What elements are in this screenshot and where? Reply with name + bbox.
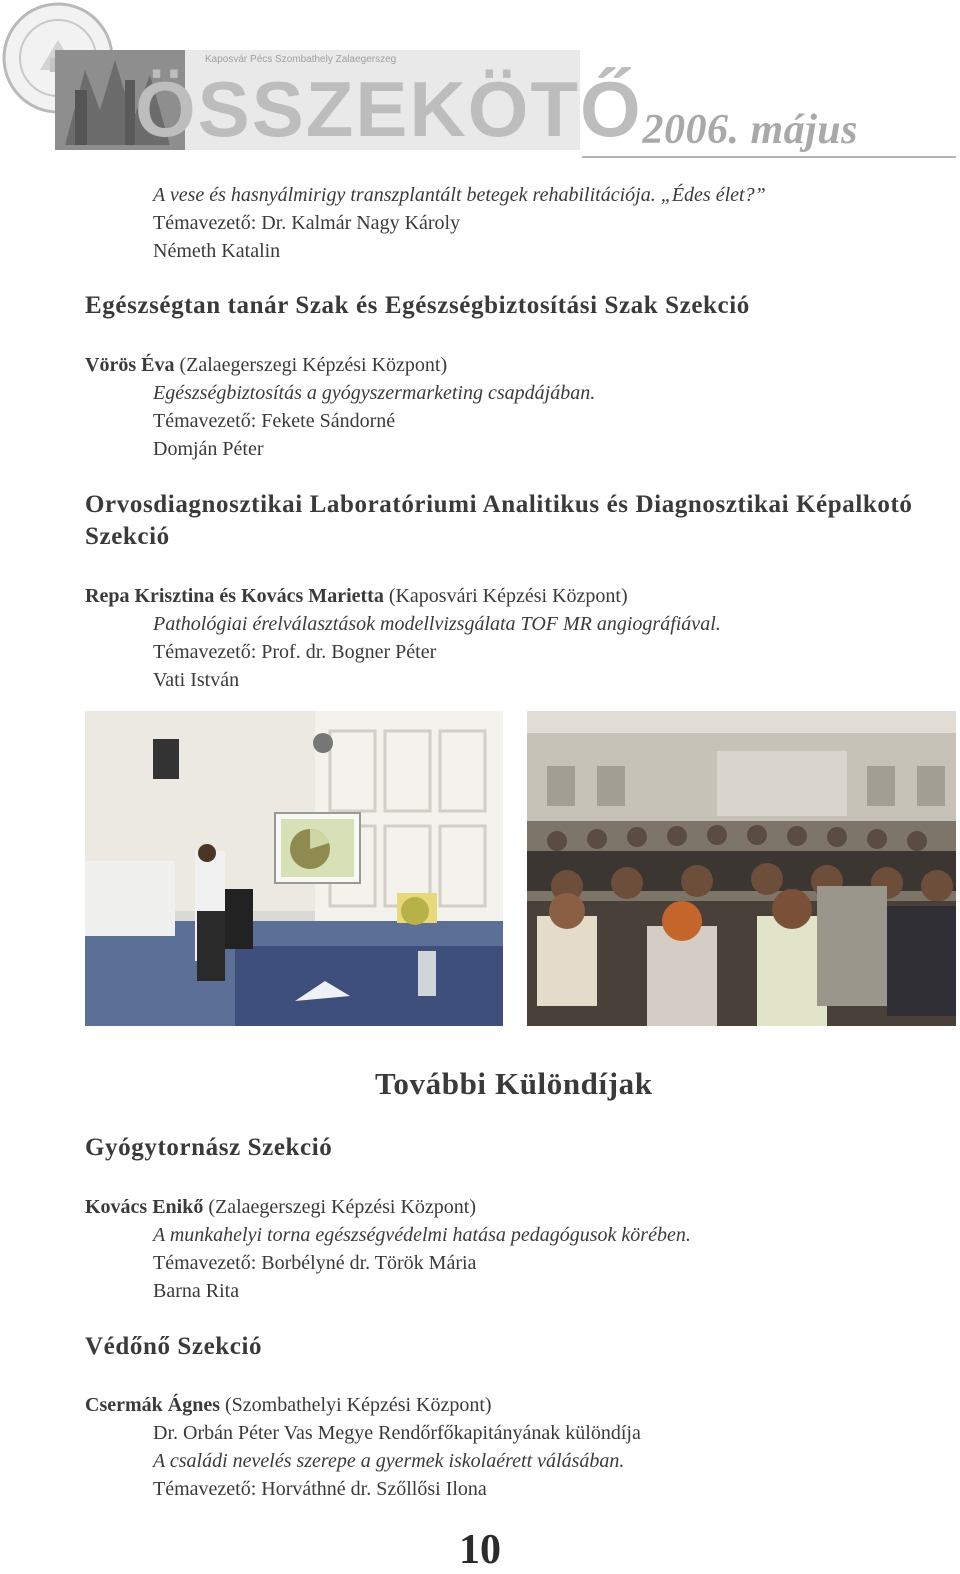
winner-line [85,1391,492,1419]
header-rule [582,156,956,158]
entry-supervisor: Témavezető: Prof. dr. Bogner Péter [153,641,437,663]
section-heading: Gyógytornász Szekció [85,1134,333,1161]
entry-supervisor: Témavezető: Dr. Kalmár Nagy Károly [153,212,461,234]
svg-text:Kaposvár Pécs Szombathely Zala: Kaposvár Pécs Szombathely Zalaegerszeg [205,54,397,65]
award-name: Dr. Orbán Péter Vas Megye Rendőrfőkapitányának különdíja [153,1422,641,1444]
winner-line [85,351,447,379]
entry-author: Domján Péter [153,438,264,460]
section-heading: Védőnő Szekció [85,1333,263,1360]
svg-text:ÖSSZEKÖTŐ: ÖSSZEKÖTŐ [135,65,643,153]
section-heading: Egészségtan tanár Szak és Egészségbiztosítási Szak Szekció [85,292,750,319]
winner-line [85,1193,476,1221]
special-awards-heading: További Különdíjak [375,1066,653,1101]
entry-author: Barna Rita [153,1280,240,1302]
entry-author: Németh Katalin [153,240,281,262]
section-heading-line2: Szekció [85,523,170,550]
entry-title: A családi nevelés szerepe a gyermek iskolaérett válásában. [153,1450,625,1472]
entry-title: Pathológiai érelválasztások modellvizsgálata TOF MR angiográfiával. [153,613,721,635]
entry-title: A munkahelyi torna egészségvédelmi hatása pedagógusok körében. [153,1224,691,1246]
winner-name: Repa Krisztina és Kovács Marietta [85,585,384,607]
entry-title: Egészségbiztosítás a gyógyszermarketing csapdájában. [153,382,596,404]
section-heading-line1: Orvosdiagnosztikai Laboratóriumi Analitikus és Diagnosztikai Képalkotó [85,491,913,518]
osszekoto-banner-logo [55,50,643,153]
page-number: 10 [459,1527,501,1573]
issue-date: 2006. május [642,107,858,153]
entry-supervisor: Témavezető: Fekete Sándorné [153,410,396,432]
entry-supervisor: Témavezető: Borbélyné dr. Török Mária [153,1252,477,1274]
entry-supervisor: Témavezető: Horváthné dr. Szőllősi Ilona [153,1478,487,1500]
winner-org: (Zalaegerszegi Képzési Központ) [203,1196,477,1218]
winner-org: (Zalaegerszegi Képzési Központ) [174,354,448,376]
winner-name: Kovács Enikő [85,1196,204,1218]
winner-org: (Szombathelyi Képzési Központ) [220,1394,492,1416]
winner-name: Vörös Éva [85,354,175,376]
winner-line [85,582,628,610]
photo-audience [527,711,956,1026]
winner-name: Csermák Ágnes [85,1394,220,1416]
winner-org: (Kaposvári Képzési Központ) [383,585,628,607]
masthead [0,0,960,160]
entry-title: A vese és hasnyálmirigy transzplantált betegek rehabilitációja. „Édes élet?” [153,184,766,206]
entry-author: Vati István [153,669,240,691]
photo-presentation [85,711,503,1026]
